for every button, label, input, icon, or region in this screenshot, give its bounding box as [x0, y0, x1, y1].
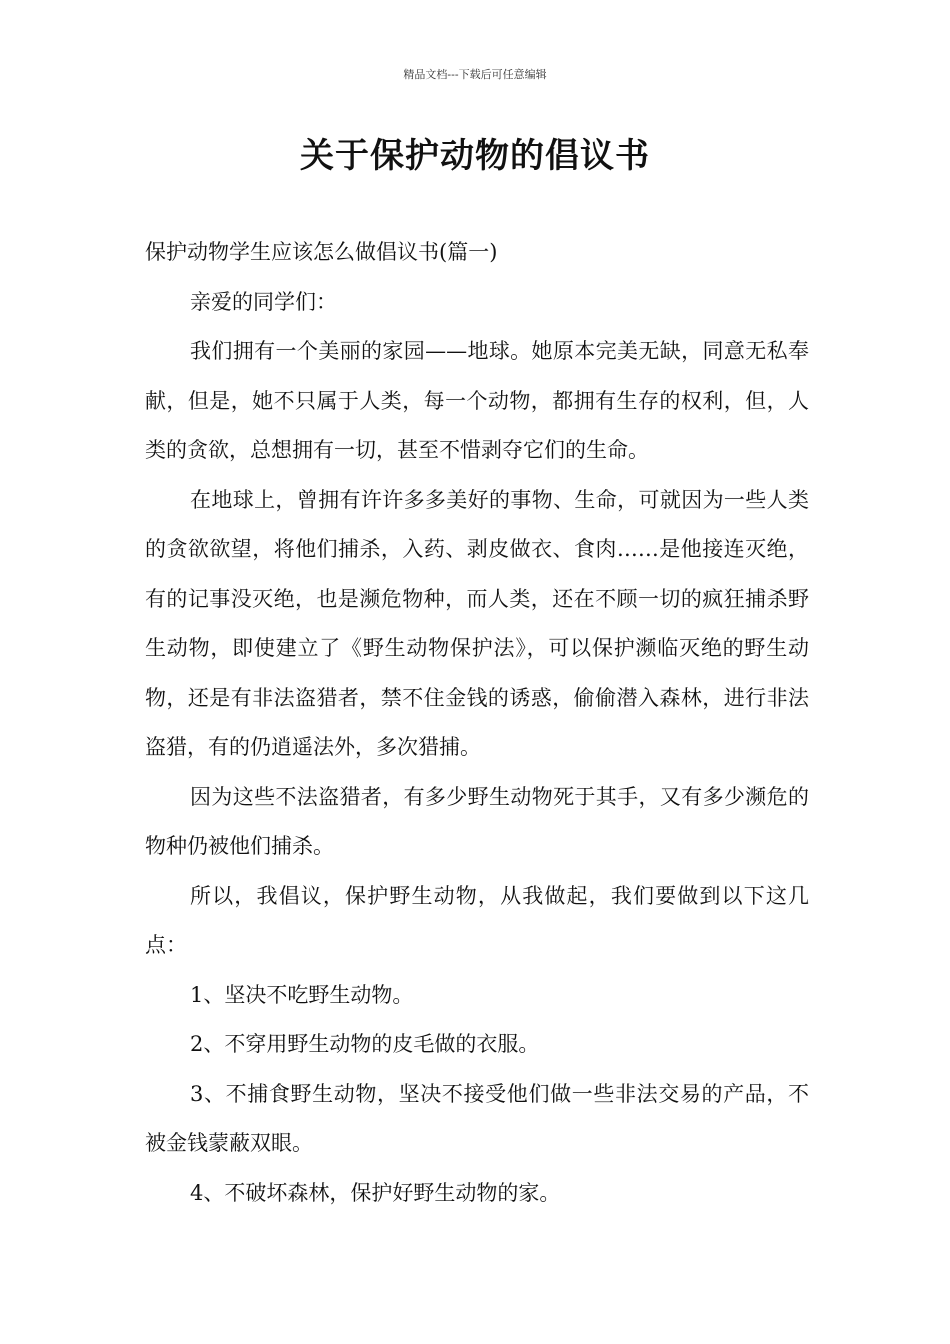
salutation: 亲爱的同学们： [190, 289, 337, 314]
document-title: 关于保护动物的倡议书 [300, 136, 650, 176]
paragraph: 我们拥有一个美丽的家园——地球。她原本完美无缺，同意无私奉献，但是，她不只属于人类，每一个动物，都拥有生存的权利，但，人类的贪欲，总想拥有一切，甚至不惜剥夺它们的生命。 [145, 339, 809, 462]
paragraph: 因为这些不法盗猎者，有多少野生动物死于其手，又有多少濒危的物种仍被他们捕杀。 [145, 784, 809, 858]
list-item: 2、不穿用野生动物的皮毛做的衣服。 [190, 1032, 540, 1056]
list-item: 1、坚决不吃野生动物。 [190, 982, 414, 1007]
list-item: 4、不破坏森林，保护好野生动物的家。 [190, 1180, 561, 1205]
paragraph: 所以，我倡议，保护野生动物，从我做起，我们要做到以下这几点： [145, 883, 809, 957]
list-item: 3、不捕食野生动物，坚决不接受他们做一些非法交易的产品，不被金钱蒙蔽双眼。 [145, 1081, 809, 1155]
document-body [145, 228, 809, 1218]
header-note: 精品文档---下载后可任意编辑 [403, 68, 547, 81]
section-heading: 保护动物学生应该怎么做倡议书(篇一) [145, 240, 498, 264]
paragraph: 在地球上，曾拥有许许多多美好的事物、生命，可就因为一些人类的贪欲欲望，将他们捕杀，入药、剥皮做衣、食肉……是他接连灭绝，有的记事没灭绝，也是濒危物种，而人类，还在不顾一切的疯狂捕杀野生动物，即使建立了《野生动物保护法》，可以保护濒临灭绝的野生动物，还是有非法盗猎者，禁不住金钱的诱惑，偷偷潜入森林，进行非法盗猎，有的仍逍遥法外，多次猎捕。 [145, 487, 809, 759]
